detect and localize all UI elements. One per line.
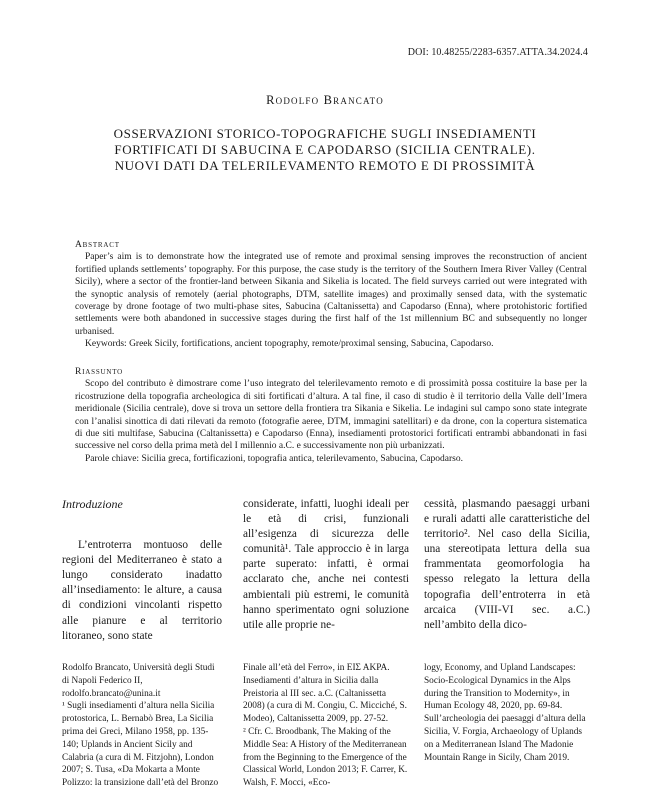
- footnote-1: ¹ Sugli insediamenti d’altura nella Sicilia protostorica, L. Bernabò Brea, La Sicilia prima dei Greci, Milano 1958, pp. 135-140; Uplands in Ancient Sicily and Calabria (a cura di M. Fitzjohn), London 2007; S. Tusa, «Da Mokarta a Monte Polizzo: la transizione dall’età del Bronzo: [62, 701, 219, 789]
- abstract-text: Paper’s aim is to demonstrate how the integrated use of remote and proximal sensing improves the reconstruction of ancient fortified uplands settlements’ topography. For this purpose, the case study is the territory of the Southern Imera River Valley (Central Sicily), where a sector of the frontier-land between Sikania and Sikelia is located. The field surveys carried out were integrated with the synoptic analysis of remotely (aerial photographs, DTM, satellite images) and proximally sensed data, with the systematic coverage by drone footage of two multi-phase sites, Sabucina (Caltanissetta) and Capodarso (Enna), where protohistoric fortified settlements were both abandoned in successive stages during the first half of the 1st millennium BC and subsequently no longer urbanised.: [75, 252, 587, 337]
- footnote-2: ² Cfr. C. Broodbank, The Making of the Middle Sea: A History of the Mediterranean from the Beginning to the Emergence of the Classical World, London 2013; F. Carrer, K. Walsh, F. Mocci, «Eco-: [243, 726, 408, 789]
- footnotes-column-1: [62, 662, 222, 790]
- section-heading: Introduzione: [62, 497, 123, 511]
- doi: DOI: 10.48255/2283-6357.ATTA.34.2024.4: [407, 47, 588, 58]
- footnotes-column-3: [424, 662, 590, 764]
- riassunto-heading: Riassunto: [75, 367, 124, 377]
- body-column-1: [62, 497, 222, 644]
- body-column-3: [424, 497, 590, 633]
- author-name: Rodolfo Brancato: [266, 93, 384, 107]
- riassunto-text: Scopo del contributo è dimostrare come l’uso integrato del telerilevamento remoto e di prossimità possa costituire la base per la ricostruzione della topografia archeologica di siti fortificati d’altura. A tal fine, il caso di studio è il territorio della Valle dell’Imera meridionale (Sicilia centrale), dove si trova un settore della frontiera tra Sikania e Sikelia. Le indagini sul campo sono state integrate con l’analisi sinottica di dati rilevati da remoto (fotografie aeree, DTM, immagini satellitari) e da drone, con la copertura sistematica di due siti multifase, Sabucina (Caltanissetta) e Capodarso (Enna), insediamenti protostorici fortificati entrambi abbandonati in fasi successive nel corso della prima metà del I millennio a.C. e successivamente non più urbanizzati.: [75, 379, 587, 452]
- title-line-1: OSSERVAZIONI STORICO-TOPOGRAFICHE SUGLI INSEDIAMENTI: [113, 126, 537, 141]
- article-title: [60, 126, 590, 174]
- footnote-2-cont: logy, Economy, and Upland Landscapes: Socio-Ecological Dynamics in the Alps during the Transition to Modernity», in Human Ecology 48, 2020, pp. 69-84. Sull’archeologia dei paesaggi d’altura della Sicilia, V. Forgia, Archaeology of Uplands on a Mediterranean Island The Madonie Mountain Range in Sicily, Cham 2019.: [424, 663, 586, 763]
- body-paragraph: considerate, infatti, luoghi ideali per le età di crisi, funzionali all’esigenza di sicurezza delle comunità¹. Tale approccio è in larga parte superato: infatti, è ormai acclarato che, anche nei contesti ambientali più estremi, le comunità hanno sperimentato ogni soluzione utile alle proprie ne-: [243, 498, 409, 631]
- abstract-heading: Abstract: [75, 240, 120, 250]
- abstract-keywords: Keywords: Greek Sicily, fortifications, ancient topography, remote/proximal sensing, Sabucina, Capodarso.: [85, 339, 494, 350]
- body-column-2: [243, 497, 409, 633]
- title-line-2: FORTIFICATI DI SABUCINA E CAPODARSO (SICILIA CENTRALE).: [114, 142, 536, 157]
- title-line-3: NUOVI DATI DA TELERILEVAMENTO REMOTO E DI PROSSIMITÀ: [114, 158, 536, 173]
- body-paragraph: L’entroterra montuoso delle regioni del Mediterraneo è stato a lungo considerato inadatto all’insediamento: le alture, a causa di condizioni vincolanti rispetto alle pianure e al territorio litoraneo, sono state: [62, 539, 222, 642]
- author-affiliation: Rodolfo Brancato, Università degli Studi di Napoli Federico II, rodolfo.brancato@unina.it: [62, 663, 215, 699]
- body-paragraph: cessità, plasmando paesaggi urbani e rurali adatti alle caratteristiche del territorio². Nel caso della Sicilia, una stereotipata lettura della sua frammentata geomorfologia ha spesso relegato la lettura della topografia dell’entroterra in età arcaica (VIII-VI sec. a.C.) nell’ambito della dico-: [424, 498, 590, 631]
- footnote-1-cont: Finale all’età del Ferro», in ΕΙΣ ΑΚΡΑ. Insediamenti d’altura in Sicilia dalla Preistoria al III sec. a.C. (Caltanissetta 2008) (a cura di M. Congiu, C. Micciché, S. Modeo), Caltanissetta 2009, pp. 27-52.: [243, 663, 407, 725]
- abstract: [75, 239, 587, 351]
- footnotes-column-2: [243, 662, 409, 790]
- riassunto: [75, 366, 587, 465]
- riassunto-keywords: Parole chiave: Sicilia greca, fortificazioni, topografia antica, telerilevamento, Sabucina, Capodarso.: [85, 453, 464, 464]
